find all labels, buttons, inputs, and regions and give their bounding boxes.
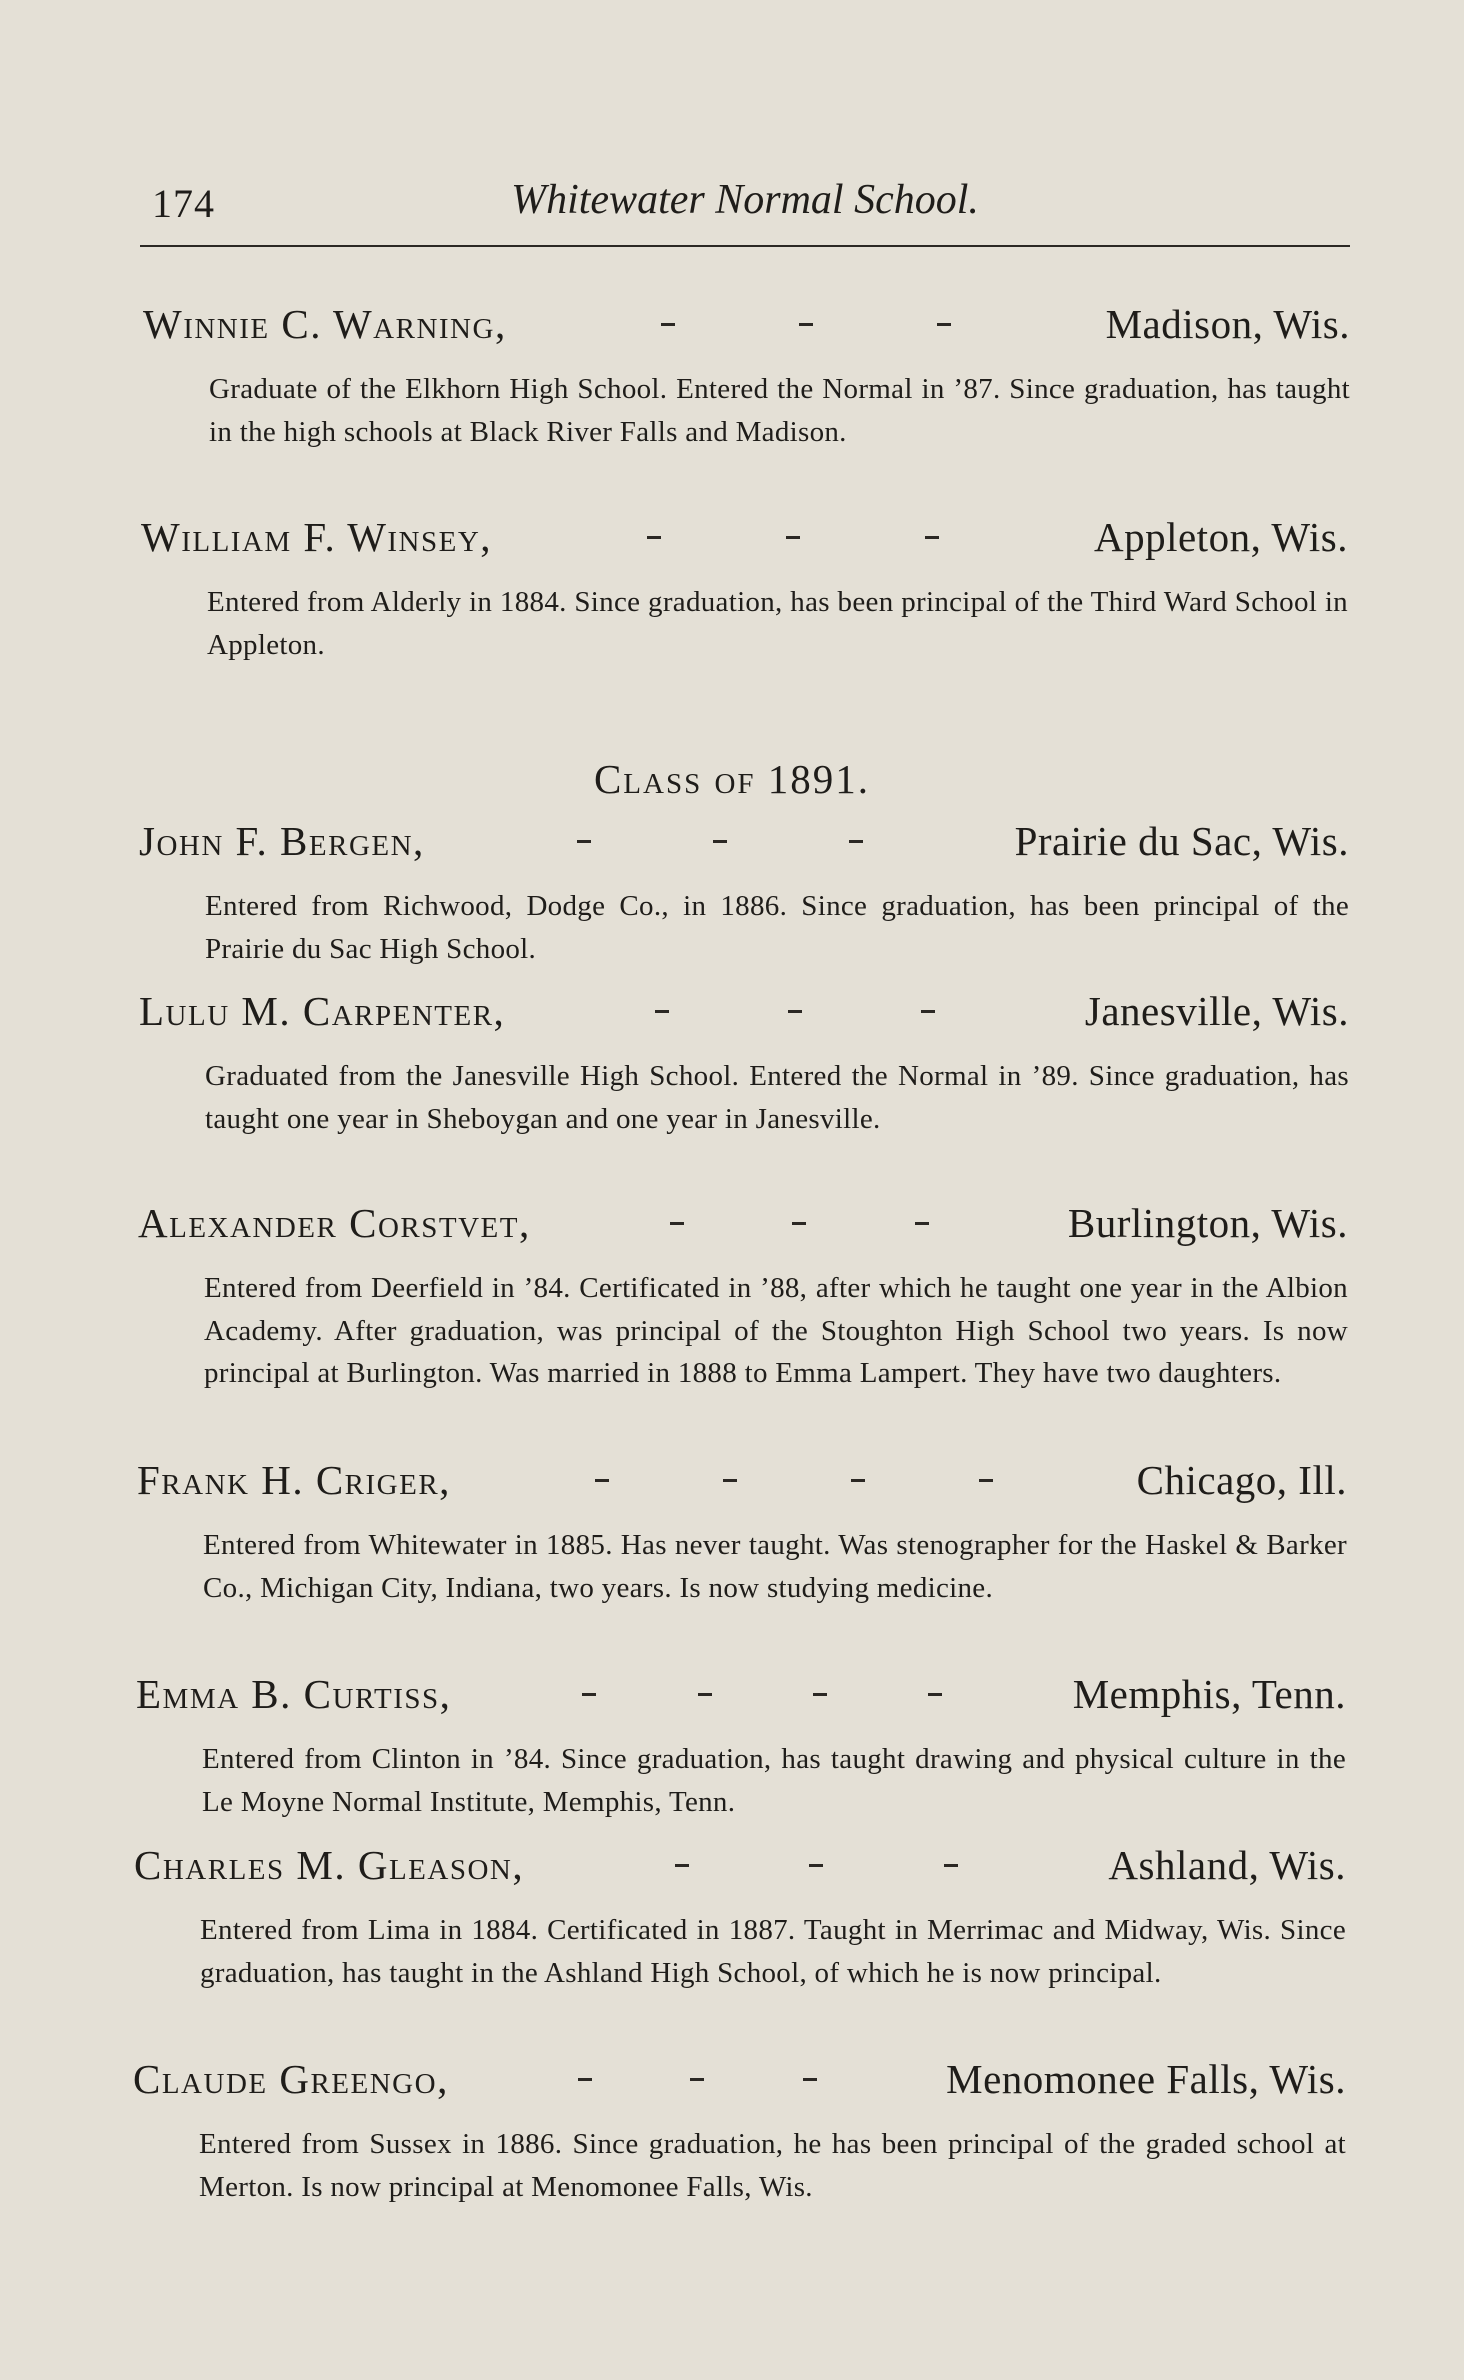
- dash: [595, 1479, 609, 1482]
- entry-place: Chicago, Ill.: [1136, 1457, 1347, 1503]
- dash: [925, 536, 939, 539]
- dash: [578, 2078, 592, 2081]
- leader-dashes: [507, 335, 1106, 338]
- entry-name: Alexander Corstvet,: [138, 1200, 531, 1246]
- entry-heading: [141, 513, 1348, 567]
- entry-description: Entered from Deerfield in ’84. Certificated in ’88, after which he taught one year in the Albion Academy. After graduation, was principal of the Stoughton High School two years. Is now principal at Burlington. Was married in 1888 to Emma Lampert. They have two daughters.: [204, 1272, 1348, 1389]
- dash: [582, 1693, 596, 1696]
- leader-dashes: [425, 852, 1015, 855]
- running-title: Whitewater Normal School.: [511, 177, 979, 223]
- dash: [690, 2078, 704, 2081]
- entry-description: Entered from Lima in 1884. Certificated in 1887. Taught in Merrimac and Midway, Wis. Since graduation, has taught in the Ashland High School, of which he is now principal.: [200, 1914, 1346, 1989]
- dash: [661, 323, 675, 326]
- dash: [944, 1864, 958, 1867]
- class-heading: Class of 1891.: [593, 756, 871, 802]
- entry-place: Burlington, Wis.: [1067, 1200, 1348, 1246]
- dash: [792, 1222, 806, 1225]
- dash: [786, 536, 800, 539]
- entry-description: Entered from Sussex in 1886. Since graduation, he has been principal of the graded school at Merton. Is now principal at Menomonee Falls, Wis.: [199, 2128, 1346, 2203]
- entry-heading: [143, 300, 1350, 354]
- entry-heading: [136, 1670, 1346, 1724]
- alumni-entry: [137, 1456, 1347, 1609]
- leader-dashes: [451, 1491, 1137, 1494]
- dash: [670, 1222, 684, 1225]
- dash: [928, 1693, 942, 1696]
- leader-dashes: [492, 548, 1094, 551]
- dash: [937, 323, 951, 326]
- entry-description: Entered from Clinton in ’84. Since graduation, has taught drawing and physical culture in the Le Moyne Normal Institute, Memphis, Tenn.: [202, 1743, 1346, 1818]
- entry-heading: [138, 1199, 1348, 1253]
- dash: [698, 1693, 712, 1696]
- entry-description: Graduated from the Janesville High School. Entered the Normal in ’89. Since graduation, has taught one year in Sheboygan and one year in Janesville.: [205, 1060, 1349, 1135]
- leader-dashes: [505, 1022, 1085, 1025]
- entry-heading: [137, 1456, 1347, 1510]
- dash: [979, 1479, 993, 1482]
- entry-name: Winnie C. Warning,: [143, 301, 507, 347]
- alumni-entry: [136, 1670, 1346, 1823]
- dash: [713, 840, 727, 843]
- dash: [809, 1864, 823, 1867]
- entry-place: Ashland, Wis.: [1108, 1842, 1346, 1888]
- entry-heading: [134, 1841, 1346, 1895]
- leader-dashes: [531, 1234, 1068, 1237]
- dash: [851, 1479, 865, 1482]
- dash: [803, 2078, 817, 2081]
- entry-name: Emma B. Curtiss,: [136, 1671, 452, 1717]
- dash: [788, 1010, 802, 1013]
- entry-heading: [139, 817, 1349, 871]
- alumni-entry: [134, 1841, 1346, 1994]
- entry-name: Lulu M. Carpenter,: [139, 988, 506, 1034]
- entry-place: Prairie du Sac, Wis.: [1014, 818, 1349, 864]
- dash: [813, 1693, 827, 1696]
- entry-name: Charles M. Gleason,: [134, 1842, 525, 1888]
- header-rule: [140, 245, 1350, 247]
- alumni-entry: [138, 1199, 1348, 1395]
- alumni-entry: [139, 987, 1349, 1140]
- entry-description: Entered from Richwood, Dodge Co., in 1886. Since graduation, has been principal of the Prairie du Sac High School.: [205, 890, 1349, 965]
- alumni-entry: [141, 513, 1348, 666]
- entry-heading: [139, 987, 1349, 1041]
- leader-dashes: [524, 1876, 1108, 1879]
- running-head: [140, 168, 1350, 232]
- leader-dashes: [451, 1705, 1072, 1708]
- dash: [921, 1010, 935, 1013]
- dash: [647, 536, 661, 539]
- dash: [915, 1222, 929, 1225]
- leader-dashes: [449, 2090, 946, 2093]
- entry-description: Entered from Whitewater in 1885. Has never taught. Was stenographer for the Haskel & Barker Co., Michigan City, Indiana, two years. Is now studying medicine.: [203, 1529, 1347, 1604]
- dash: [655, 1010, 669, 1013]
- alumni-entry: [143, 300, 1350, 453]
- entry-place: Janesville, Wis.: [1084, 988, 1349, 1034]
- alumni-entry: [139, 817, 1349, 970]
- entry-place: Appleton, Wis.: [1093, 514, 1348, 560]
- entry-heading: [133, 2055, 1346, 2109]
- entry-name: John F. Bergen,: [139, 818, 425, 864]
- dash: [723, 1479, 737, 1482]
- entry-name: Frank H. Criger,: [137, 1457, 451, 1503]
- dash: [799, 323, 813, 326]
- entry-place: Memphis, Tenn.: [1072, 1671, 1346, 1717]
- entry-place: Madison, Wis.: [1105, 301, 1350, 347]
- entry-place: Menomonee Falls, Wis.: [946, 2056, 1346, 2102]
- entry-description: Graduate of the Elkhorn High School. Entered the Normal in ’87. Since graduation, has taught in the high schools at Black River Falls and Madison.: [209, 373, 1350, 448]
- page-number: 174: [152, 181, 215, 226]
- entry-name: Claude Greengo,: [133, 2056, 449, 2102]
- dash: [577, 840, 591, 843]
- alumni-entry: [133, 2055, 1346, 2208]
- dash: [849, 840, 863, 843]
- dash: [675, 1864, 689, 1867]
- entry-description: Entered from Alderly in 1884. Since graduation, has been principal of the Third Ward School in Appleton.: [207, 586, 1348, 661]
- entry-name: William F. Winsey,: [141, 514, 493, 560]
